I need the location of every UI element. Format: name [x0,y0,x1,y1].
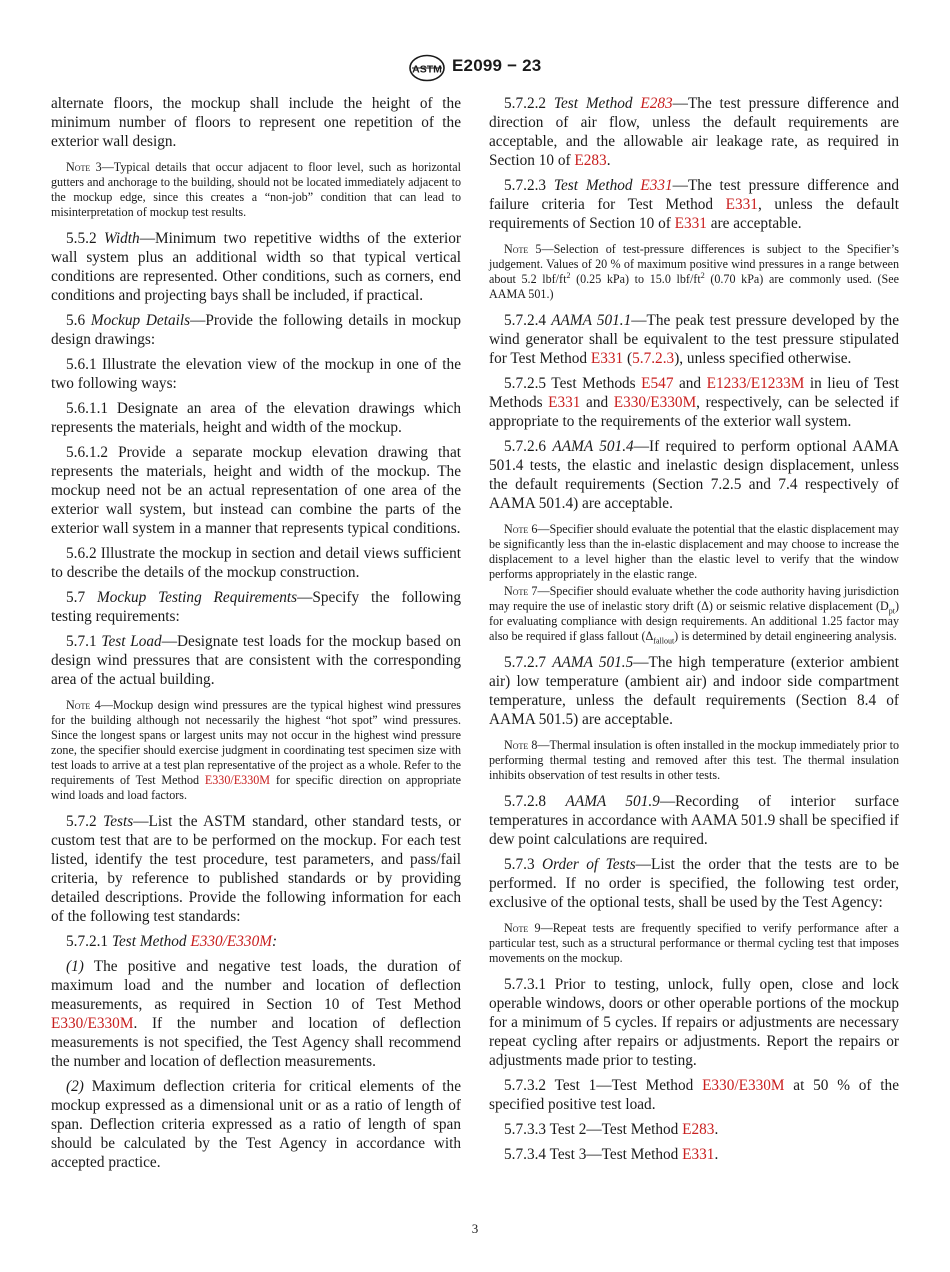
section-5-7-3-2: 5.7.3.2 Test 1—Test Method E330/E330M at 50 % of the specified positive test load. [489,1077,899,1113]
section-5-6-2: 5.6.2 Illustrate the mockup in section and detail views sufficient to describe the details of the mockup construction. [51,545,461,581]
section-5-7-3-4: 5.7.3.4 Test 3—Test Method E331. [504,1146,719,1163]
note-7: Note 7—Specifier should evaluate whether the code authority having jurisdiction may require the use of inelastic story drift (Δ) or seismic relative displacement $(D_{pt})$ for evaluating compliance with design requirements. An additional 1.25 factor may also be required if glass fallout $(\Delta_{fallout})$ is determined by detail engineering analysis. [489,584,899,646]
link-e331[interactable]: E331 [682,1146,715,1163]
link-e330[interactable]: E330/E330M [51,1015,134,1032]
link-e283[interactable]: E283 [682,1121,715,1138]
link-e547[interactable]: E547 [641,375,674,392]
item-2: (2) Maximum deflection criteria for critical elements of the mockup expressed as a dimensional unit or as a ratio of length of span. Deflection criteria expressed as a ratio of length of span should be calculated by the Test Agency in accordance with accepted practice. [51,1078,461,1171]
note-label: Note 5 [504,242,542,256]
link-e330[interactable]: E330/E330M [190,933,272,950]
note-label: Note 8 [504,738,538,752]
note-label: Note 3 [66,160,102,174]
note-label: Note 6 [504,522,538,536]
note-6: Note 6—Specifier should evaluate the potential that the elastic displacement may be significantly less than the in-elastic displacement and may choose to increase the displacement to a level higher than the elastic level to verify that the window performs appropriately in the elastic range. [489,522,899,581]
section-5-7: 5.7 Mockup Testing Requirements—Specify the following testing requirements: [51,589,461,625]
link-e331[interactable]: E331 [640,177,673,194]
note-3: Note 3—Typical details that occur adjacent to floor level, such as horizontal gutters and anchorage to the building, should not be located immediately adjacent to the mockup edge, since this creates a “non-job” condition that can lead to misinterpretation of mockup test results. [51,160,461,219]
section-5-7-1: 5.7.1 Test Load—Designate test loads for the mockup based on design wind pressures that are consistent with the corresponding area of the actual building. [51,633,462,688]
section-5-7-2-6: 5.7.2.6 AAMA 501.4—If required to perform optional AAMA 501.4 tests, the elastic and inelastic design displacement, unless the default requirements (Section 7.2.5 and 7.4 respectively of AAMA 501.4) are acceptable. [489,438,900,512]
section-5-7-2: 5.7.2 Tests—List the ASTM standard, other standard tests, or custom test that are to be performed on the mockup. For each test listed, identify the test procedure, test parameters, and pass/fail criteria, by reference to published standards or by providing detailed descriptions. Provide the following information for each of the following test standards: [51,813,461,925]
note-label: Note 7 [504,584,538,598]
note-label: Note 4 [66,698,101,712]
section-5-6: 5.6 Mockup Details—Provide the following details in mockup design drawings: [51,312,461,348]
link-e331[interactable]: E331 [548,394,581,411]
section-5-7-2-4: 5.7.2.4 AAMA 501.1—The peak test pressure developed by the wind generator shall be equivalent to the test pressure stipulated for Test Method E331 (5.7.2.3), unless specified otherwise. [489,312,899,367]
link-e330[interactable]: E330/E330M [702,1077,785,1094]
section-5-7-2-3: 5.7.2.3 Test Method E331—The test pressure difference and failure criteria for Test Method E331, unless the default requirements of Section 10 of E331 are acceptable. [489,177,899,232]
document-id: E2099 − 23 [452,56,542,75]
section-5-7-2-7: 5.7.2.7 AAMA 501.5—The high temperature (exterior ambient air) low temperature (ambient air) and indoor side compartment temperature, unless the default requirements (Section 8.4 of AAMA 501.5) are acceptable. [489,654,899,728]
link-e331[interactable]: E331 [725,196,758,213]
section-5-7-3-1: 5.7.3.1 Prior to testing, unlock, fully open, close and lock operable windows, doors or other operable portions of the mockup for a minimum of 5 cycles. If repairs or adjustments are necessary repeat cycling after repairs or adjustments. Report the repairs or adjustments made prior to testing. [489,976,899,1069]
astm-logo-icon [408,54,446,82]
section-5-6-1: 5.6.1 Illustrate the elevation view of the mockup in one of the two following ways: [51,356,461,392]
section-5-6-1-2: 5.6.1.2 Provide a separate mockup elevation drawing that represents the materials, height and width of the mockup. The mockup need not be an actual representation of one area of the exterior wall system, but instead can combine the parts of the exterior wall system in a manner that represents typical conditions. [51,444,461,537]
link-e1233[interactable]: E1233/E1233M [706,375,805,392]
link-e330[interactable]: E330/E330M [204,773,271,787]
link-e283[interactable]: E283 [574,152,607,169]
section-5-5-2: 5.5.2 Width—Minimum two repetitive widths of the exterior wall system plus an additional width so that typical vertical conditions are represented. Other conditions, such as corners, end conditions and projecting bays shall be included, if practical. [51,230,461,304]
link-e283[interactable]: E283 [640,95,673,112]
note-4: Note 4—Mockup design wind pressures are the typical highest wind pressures for the building although not necessarily the highest “hot spot” wind pressures. Since the longest spans or largest units may not occur in the highest wind pressure zone, the specifier should exercise judgment in coordinating test specimen size with test loads to arrive at a test plan representative of the project as a whole. Refer to the requirements of Test Method E330/E330M for specific direction on appropriate wind loads and load factors. [51,698,461,802]
note-8: Note 8—Thermal insulation is often installed in the mockup immediately prior to performing thermal testing and removed after this test. The thermal insulation inhibits observation of test results in other tests. [489,738,899,782]
page-header [0,54,950,84]
page-number: 3 [471,1221,479,1236]
item-1: (1) The positive and negative test loads, the duration of maximum load and the number and location of deflection measurements, as required in Section 10 of Test Method E330/E330M. If the number and location of deflection measurements is not specified, the Test Agency shall recommend the number and location of deflection measurements. [51,958,461,1070]
logo-text: ASTM [412,63,442,76]
link-e331[interactable]: E331 [674,215,707,232]
note-5: Note 5—Selection of test-pressure differences is subject to the Specifier’s judgement. Values of 20 % of maximum positive wind pressures in a range between about 5.2 lbf/$ft^2$ (0.25 kPa) to 15.0 lbf/$ft^2$ (0.70 kPa) are commonly used. (See AAMA 501.) [489,242,900,301]
section-5-7-3: 5.7.3 Order of Tests—List the order that the tests are to be performed. If no order is specified, the following test order, exclusive of the optional tests, shall be used by the Test Agency: [489,856,900,911]
section-5-7-3-3: 5.7.3.3 Test 2—Test Method E283. [504,1121,719,1138]
paragraph-continued: alternate floors, the mockup shall include the height of the minimum number of floors to represent one repetition of the exterior wall design. [51,95,461,150]
link-section-5-7-2-3[interactable]: 5.7.2.3 [632,350,675,367]
right-column [489,94,899,1170]
link-e330[interactable]: E330/E330M [613,394,697,411]
section-5-7-2-5: 5.7.2.5 Test Methods E547 and E1233/E1233M in lieu of Test Methods E331 and E330/E330M, respectively, can be selected if appropriate to the requirements of the exterior wall system. [489,375,899,430]
section-5-6-1-1: 5.6.1.1 Designate an area of the elevation drawings which represents the materials, height and width of the mockup. [51,400,461,436]
left-column [51,94,461,1178]
section-5-7-2-8: 5.7.2.8 AAMA 501.9—Recording of interior surface temperatures in accordance with AAMA 501.9 shall be specified if dew point calculations are required. [489,793,899,848]
link-e331[interactable]: E331 [590,350,624,367]
section-5-7-2-1: 5.7.2.1 Test Method E330/E330M: [66,933,278,950]
note-label: Note 9 [504,921,541,935]
note-9: Note 9—Repeat tests are frequently specified to verify performance after a particular test, such as a structural performance or thermal cycling test that imposes movements on the mockup. [489,921,899,965]
section-5-7-2-2: 5.7.2.2 Test Method E283—The test pressure difference and direction of air flow, unless the default requirements are acceptable, and the allowable air leakage rate, as required in Section 10 of E283. [489,95,899,169]
